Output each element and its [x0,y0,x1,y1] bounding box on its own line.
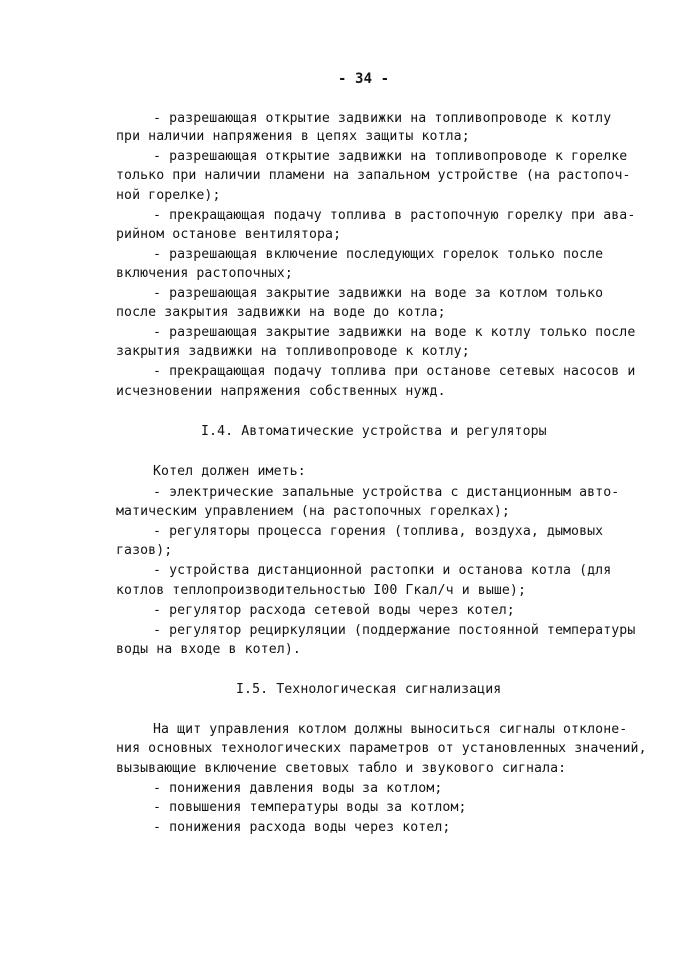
text-line: - электрические запальные устройства с дистанционным авто- [153,485,620,500]
text-line: - разрешающая открытие задвижки на топливопроводе к котлу [153,111,612,126]
text-line: исчезновении напряжения собственных нужд. [116,384,446,399]
text-line: ния основных технологических параметров от установленных значений, [116,741,647,756]
page-number: - 34 - [338,71,390,87]
text-line: - регулятор расхода сетевой воды через котел; [153,603,515,618]
text-line: - разрешающая открытие задвижки на топливопроводе к горелке [153,149,628,164]
text-line: закрытия задвижки на топливопроводе к котлу; [116,344,470,359]
text-line: - разрешающая закрытие задвижки на воде за котлом только [153,286,604,301]
text-line: после закрытия задвижки на воде до котла; [116,305,446,320]
text-line: котлов теплопроизводительностью I00 Гкал/ч и выше); [116,583,527,598]
text-line: - регулятор рециркуляции (поддержание постоянной температуры [153,623,636,638]
text-line: ной горелке); [116,188,221,203]
text-line: включения растопочных; [116,266,293,281]
text-line: газов); [116,543,173,558]
text-line: вызывающие включение световых табло и звукового сигнала: [116,761,567,776]
section-heading: I.4. Автоматические устройства и регуляторы [201,424,547,439]
text-line: - разрешающая закрытие задвижки на воде к котлу только после [153,325,636,340]
section-heading: I.5. Технологическая сигнализация [236,682,502,697]
text-line: - повышения температуры воды за котлом; [153,800,467,815]
text-line: воды на входе в котел). [116,642,301,657]
text-line: - прекращающая подачу топлива в растопочную горелку при ава- [153,208,636,223]
text-line: рийном останове вентилятора; [116,227,342,242]
text-line: На щит управления котлом должны выноситься сигналы отклоне- [153,722,628,737]
text-line: - регуляторы процесса горения (топлива, воздуха, дымовых [153,524,604,539]
text-line: - понижения расхода воды через котел; [153,820,451,835]
text-line: только при наличии пламени на запальном устройстве (на растопоч- [116,168,631,183]
text-line: Котел должен иметь: [153,464,306,479]
text-line: - прекращающая подачу топлива при останове сетевых насосов и [153,364,636,379]
text-line: - разрешающая включение последующих горелок только после [153,247,604,262]
text-line: - устройства дистанционной растопки и останова котла (для [153,563,612,578]
text-line: при наличии напряжения в цепях защиты котла; [116,129,470,144]
text-line: - понижения давления воды за котлом; [153,781,443,796]
text-line: матическим управлением (на растопочных горелках); [116,504,510,519]
